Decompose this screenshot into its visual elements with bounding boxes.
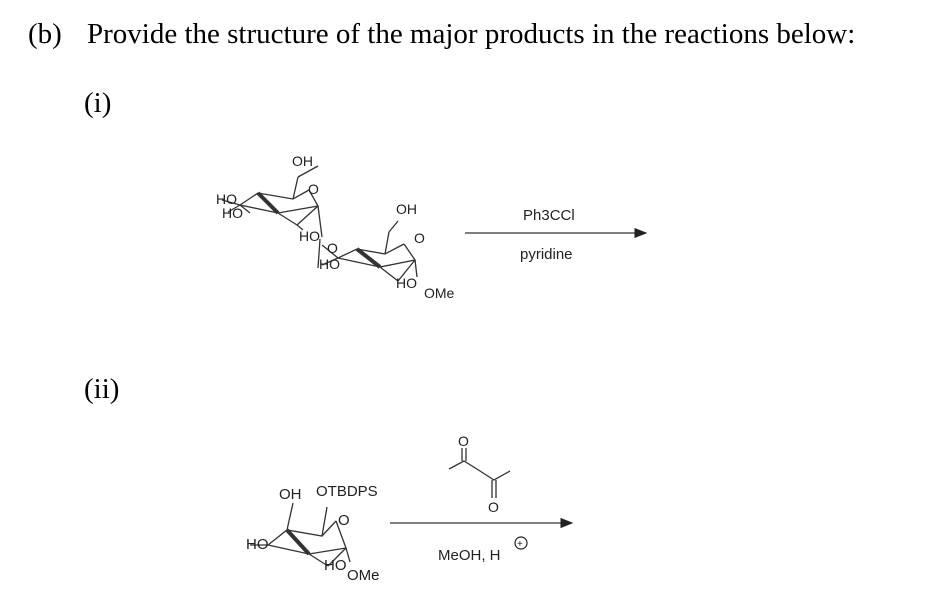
part-ii-label: (ii) — [84, 373, 120, 405]
reagent-pyridine: pyridine — [520, 246, 573, 263]
label-ring2-ome: OMe — [424, 285, 455, 301]
svg-text:+: + — [517, 539, 523, 550]
label-ring2-oh: OH — [396, 201, 417, 217]
label-otbdps: OTBDPS — [316, 483, 378, 500]
silyl-glycoside-structure — [246, 483, 380, 584]
question-label: (b) — [28, 18, 62, 50]
question-text: Provide the structure of the major products in the reactions below: — [87, 18, 856, 50]
label-link-o: O — [327, 240, 338, 256]
diketone-structure — [449, 433, 510, 515]
reagent-ph3ccl: Ph3CCl — [523, 207, 575, 224]
label-ring2-ho-left: HO — [319, 256, 340, 272]
label-ring1-o: O — [308, 181, 319, 197]
disaccharide-structure — [216, 153, 455, 301]
label-ho-bottom: HO — [324, 557, 347, 574]
ketone-o-bottom: O — [488, 499, 499, 515]
label-ring2-ho: HO — [396, 275, 417, 291]
ketone-o-top: O — [458, 433, 469, 449]
label-ring-o: O — [338, 512, 350, 529]
reagent-meoh-h: MeOH, H — [438, 547, 501, 564]
label-ring1-ho-c: HO — [299, 228, 320, 244]
part-i-label: (i) — [84, 87, 112, 119]
label-ho-left: HO — [246, 536, 269, 553]
label-ring1-ho-a: HO — [216, 191, 237, 207]
positive-charge-icon — [515, 537, 527, 550]
label-ring2-o: O — [414, 230, 425, 246]
label-ome: OMe — [347, 567, 380, 584]
label-oh: OH — [279, 486, 302, 503]
label-ring1-ho-b: HO — [222, 205, 243, 221]
label-top-oh: OH — [292, 153, 313, 169]
